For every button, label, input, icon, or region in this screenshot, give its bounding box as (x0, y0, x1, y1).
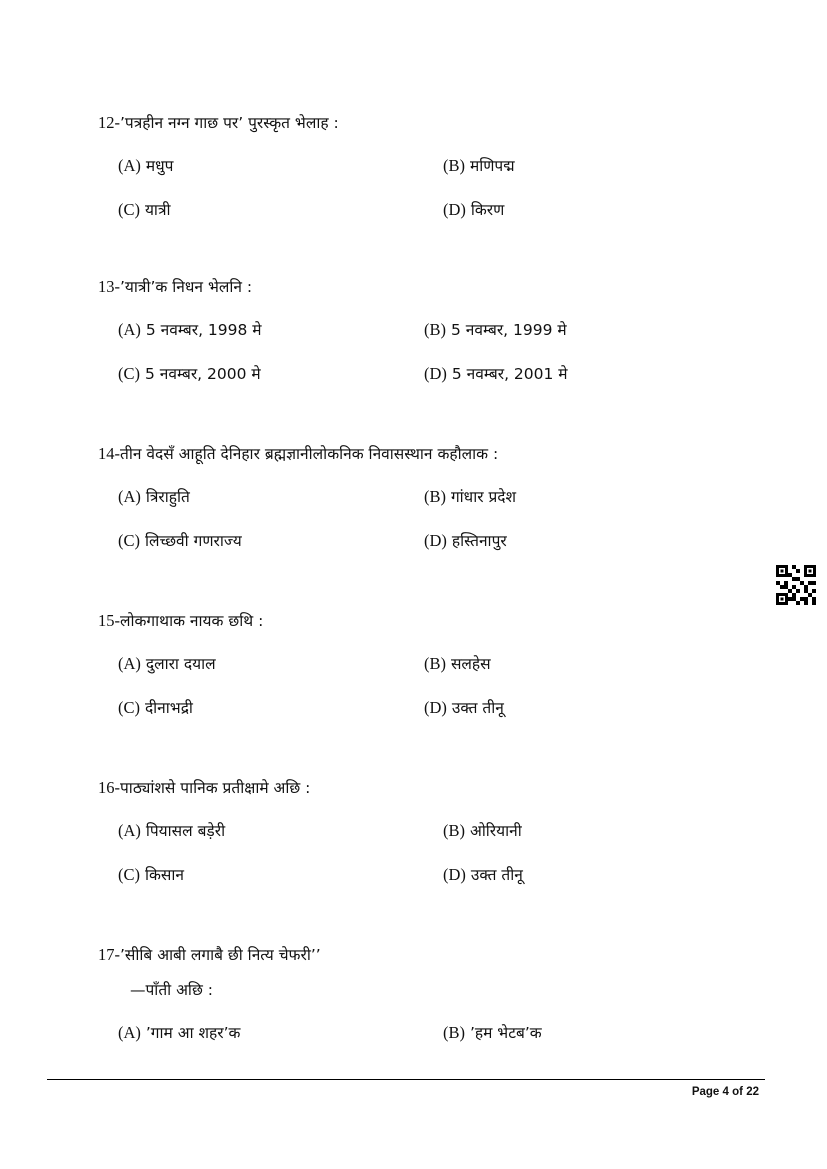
q12-option-c: (C) यात्री (118, 200, 171, 219)
q14-option-a: (A) त्रिराहुति (118, 487, 190, 506)
q16-option-a: (A) पियासल बड़ेरी (118, 821, 226, 840)
question-15: 15-लोकगाथाक नायक छथि : (98, 611, 264, 630)
question-13: 13-ʼयात्रीʼक निधन भेलनि : (98, 277, 253, 296)
question-12: 12-ʼपत्रहीन नग्न गाछ परʼ पुरस्कृत भेलाह : (98, 113, 339, 132)
q13-option-c: (C) 5 नवम्बर, 2000 मे (118, 364, 261, 383)
q17-option-a: (A) ʼगाम आ शहरʼक (118, 1023, 241, 1042)
q12-option-b: (B) मणिपद्म (443, 156, 515, 175)
question-14: 14-तीन वेदसँ आहूति देनिहार ब्रह्मज्ञानीलोकनिक निवासस्थान कहौलाक : (98, 444, 499, 463)
q13-option-b: (B) 5 नवम्बर, 1999 मे (424, 320, 567, 339)
page-number: Page 4 of 22 (691, 1086, 759, 1098)
q12-option-d: (D) किरण (443, 200, 505, 219)
q16-option-b: (B) ओरियानी (443, 821, 522, 840)
question-16: 16-पाठ्यांशसे पानिक प्रतीक्षामे अछि : (98, 778, 311, 797)
q14-option-c: (C) लिच्छवी गणराज्य (118, 531, 242, 550)
qr-code-icon (776, 565, 816, 605)
q16-option-d: (D) उक्त तीनू (443, 865, 523, 884)
q13-option-d: (D) 5 नवम्बर, 2001 मे (424, 364, 568, 383)
q15-option-d: (D) उक्त तीनू (424, 698, 504, 717)
q14-option-d: (D) हस्तिनापुर (424, 531, 507, 550)
q15-option-a: (A) दुलारा दयाल (118, 654, 216, 673)
q13-option-a: (A) 5 नवम्बर, 1998 मे (118, 320, 262, 339)
q15-option-c: (C) दीनाभद्री (118, 698, 193, 717)
q12-option-a: (A) मधुप (118, 156, 174, 175)
q16-option-c: (C) किसान (118, 865, 184, 884)
question-17-subtext: —पाँती अछि : (130, 981, 213, 999)
question-17: 17-ʼसीबि आबी लगाबै छी नित्य चेफरीʼʼ (98, 945, 321, 964)
q15-option-b: (B) सलहेस (424, 654, 491, 673)
q17-option-b: (B) ʼहम भेटबʼक (443, 1023, 542, 1042)
q14-option-b: (B) गांधार प्रदेश (424, 487, 517, 506)
footer-divider (47, 1079, 765, 1080)
